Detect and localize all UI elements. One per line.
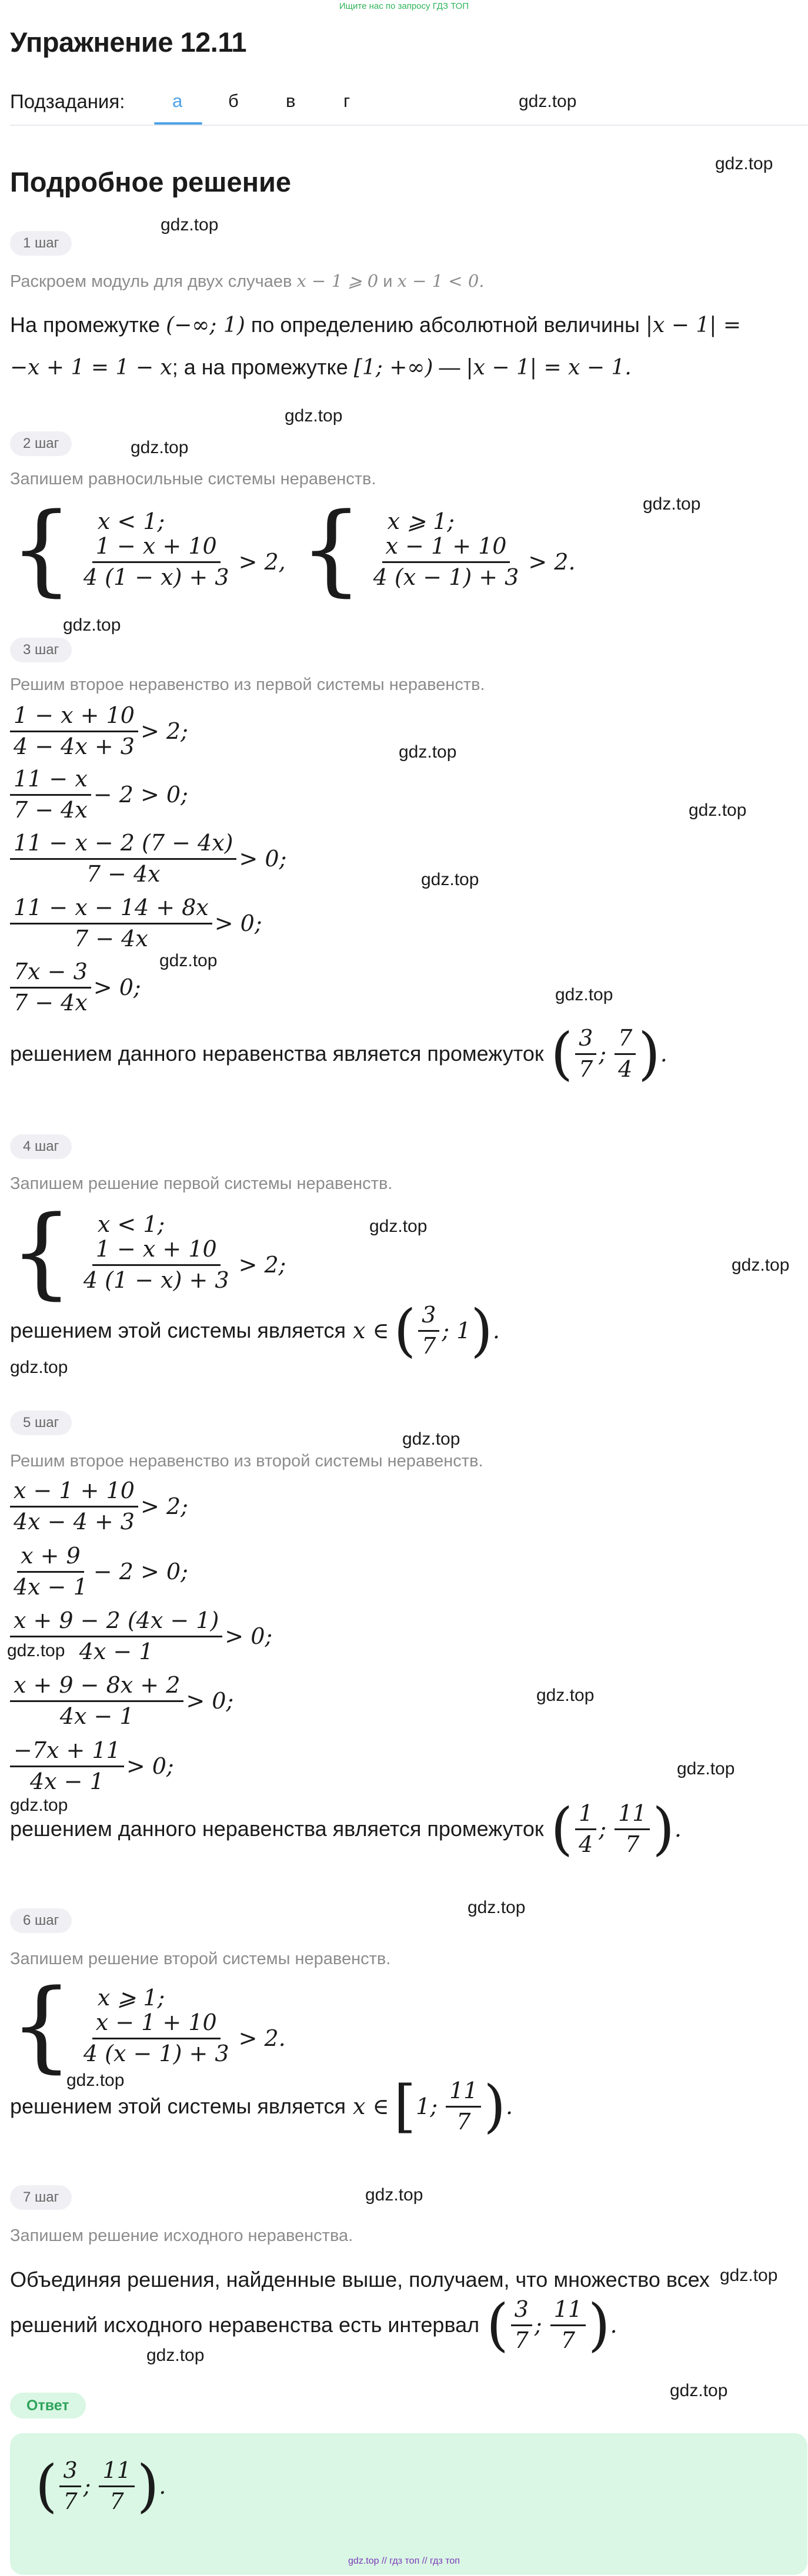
math-line: $\frac{11 - x - 14 + 8x}{7 - 4x}$ > 0; — [10, 896, 262, 952]
step-intro: Запишем решение исходного неравенства. — [10, 2226, 353, 2245]
watermark: gdz.top — [66, 2071, 125, 2090]
step-text: Объединяя решения, найденные выше, получаем, что множество всех — [10, 2267, 710, 2292]
subtask-tab-v[interactable]: в — [286, 91, 296, 111]
watermark: gdz.top — [732, 1255, 790, 1275]
watermark: gdz.top — [7, 1641, 65, 1660]
watermark: gdz.top — [468, 1898, 526, 1917]
step-intro: Решим второе неравенство из первой системы неравенств. — [10, 675, 485, 694]
step-conclusion: решением этой системы является x ∈ [ 1; $\frac{11}{7}$ ) . — [10, 2073, 513, 2139]
step-badge: 4 шаг — [10, 1134, 72, 1159]
watermark: gdz.top — [519, 92, 577, 111]
subtask-tab-g[interactable]: г — [343, 91, 350, 111]
step-intro: Раскроем модуль для двух случаев x − 1 ⩾ 0 и x − 1 < 0. — [10, 271, 485, 291]
system-of-inequalities: { x < 1; $\frac{1 - x + 10}{4 (1 - x) + 3}$ > 2; — [10, 1194, 286, 1309]
watermark: gdz.top — [402, 1429, 460, 1449]
subtasks-divider — [10, 125, 807, 126]
step-conclusion: решением этой системы является x ∈ ( $\frac{3}{7}$ ; 1 ) . — [10, 1298, 500, 1364]
watermark: gdz.top — [159, 951, 218, 970]
watermark: gdz.top — [715, 154, 773, 173]
system-of-inequalities: { x < 1; $\frac{1 - x + 10}{4 (1 - x) + 3}$ > 2, { x ⩾ 1; $\frac{x - 1 + 10}{4 (x - 1) + 3}$ > 2. — [10, 491, 576, 607]
step-intro: Запишем решение первой системы неравенств. — [10, 1174, 393, 1193]
watermark: gdz.top — [555, 985, 613, 1004]
subtask-active-indicator — [154, 122, 202, 125]
watermark: gdz.top — [131, 438, 189, 457]
step-intro: Решим второе неравенство из второй системы неравенств. — [10, 1452, 483, 1470]
answer-value: ( $\frac{3}{7}$ ; $\frac{11}{7}$ ) . — [35, 2453, 166, 2519]
subtask-tab-a[interactable]: а — [172, 91, 183, 111]
watermark: gdz.top — [146, 2346, 205, 2365]
watermark: gdz.top — [643, 494, 701, 514]
step-conclusion: решением данного неравенства является промежуток ( $\frac{1}{4}$ ; $\frac{11}{7}$ ) . — [10, 1796, 682, 1862]
watermark: gdz.top — [689, 800, 747, 820]
step-text: На промежутке (−∞; 1) по определению абсолютной величины |x − 1| = — [10, 313, 741, 337]
math-line: $\frac{x + 9 - 2 (4x - 1)}{4x - 1}$ > 0; — [10, 1609, 272, 1664]
subtasks-label: Подзадания: — [10, 91, 125, 112]
watermark: gdz.top — [10, 1358, 68, 1377]
math-line: $\frac{11 - x - 2 (7 - 4x)}{7 - 4x}$ > 0; — [10, 831, 286, 887]
step-text: −x + 1 = 1 − x; а на промежутке [1; +∞) — |x − 1| = x − 1. — [10, 355, 632, 380]
step-intro: Запишем решение второй системы неравенств. — [10, 1949, 391, 1968]
math-line: $\frac{x + 9}{4x - 1}$ − 2 > 0; — [14, 1543, 188, 1600]
watermark: gdz.top — [677, 1759, 735, 1778]
watermark: gdz.top — [536, 1686, 595, 1705]
top-ad-banner[interactable]: Ищите нас по запросу ГДЗ ТОП — [339, 1, 469, 11]
watermark: gdz.top — [720, 2266, 778, 2285]
page-title: Упражнение 12.11 — [10, 26, 247, 58]
step-badge: 6 шаг — [10, 1908, 72, 1933]
step-conclusion: решений исходного неравенства есть интервал ( $\frac{3}{7}$ ; $\frac{11}{7}$ ) . — [10, 2292, 617, 2358]
system-of-inequalities: { x ⩾ 1; $\frac{x - 1 + 10}{4 (x - 1) + 3}$ > 2. — [10, 1968, 286, 2083]
watermark: gdz.top — [161, 215, 219, 235]
step-badge: 7 шаг — [10, 2185, 72, 2210]
watermark: gdz.top — [670, 2381, 728, 2400]
step-intro: Запишем равносильные системы неравенств. — [10, 470, 376, 488]
math-line: $\frac{1 - x + 10}{4 - 4x + 3}$ > 2; — [10, 704, 188, 759]
watermark: gdz.top — [399, 742, 457, 762]
math-line: $\frac{x - 1 + 10}{4x - 4 + 3}$ > 2; — [10, 1479, 188, 1535]
watermark: gdz.top — [285, 406, 343, 426]
answer-badge: Ответ — [10, 2393, 86, 2418]
step-badge: 3 шаг — [10, 638, 72, 662]
step-badge: 1 шаг — [10, 231, 72, 256]
watermark: gdz.top — [365, 2185, 423, 2205]
watermark: gdz.top — [10, 1796, 68, 1815]
step-badge: 5 шаг — [10, 1411, 72, 1435]
watermark: gdz.top — [421, 870, 479, 889]
step-conclusion: решением данного неравенства является промежуток ( $\frac{3}{7}$ ; $\frac{7}{4}$ ) . — [10, 1021, 667, 1087]
footer-links[interactable]: gdz.top // гдз топ // гдз топ — [348, 2556, 460, 2566]
watermark: gdz.top — [63, 615, 121, 635]
subtask-tab-b[interactable]: б — [228, 91, 239, 111]
math-line: $\frac{-7x + 11}{4x - 1}$ > 0; — [10, 1738, 174, 1794]
math-line: $\frac{11 - x}{7 - 4x}$ − 2 > 0; — [10, 767, 188, 823]
step-badge: 2 шаг — [10, 431, 72, 456]
math-line: $\frac{7x - 3}{7 - 4x}$ > 0; — [10, 960, 141, 1016]
math-line: $\frac{x + 9 - 8x + 2}{4x - 1}$ > 0; — [10, 1673, 233, 1729]
solution-heading: Подробное решение — [10, 166, 292, 197]
watermark: gdz.top — [369, 1217, 428, 1236]
